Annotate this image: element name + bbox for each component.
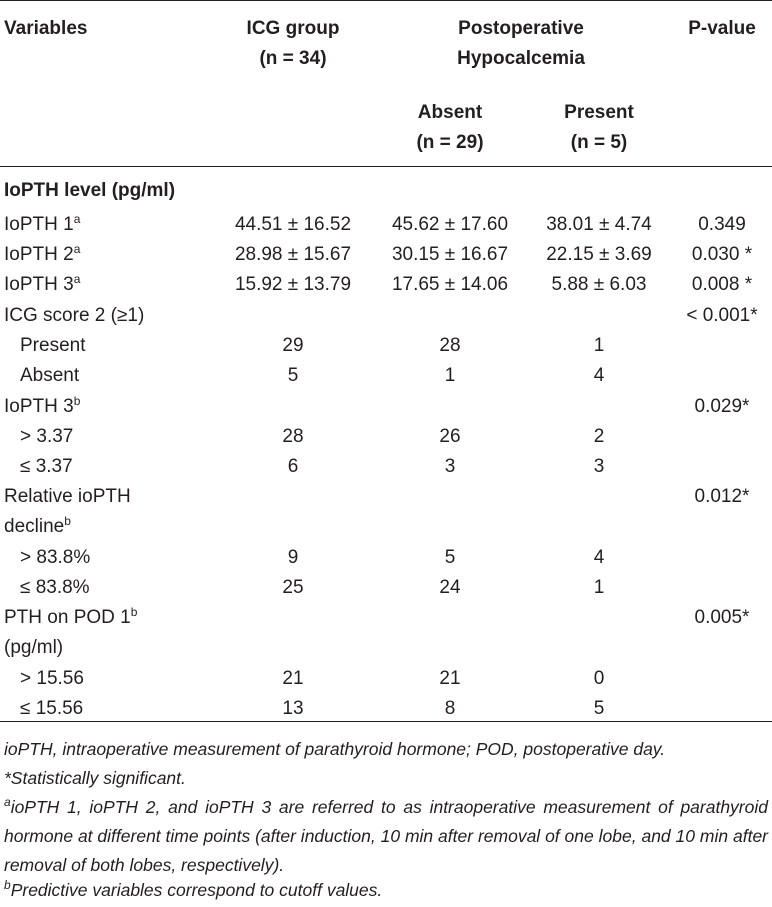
header-absent-n: (n = 29) [416, 132, 484, 153]
row-label: ≤ 15.56 [20, 698, 84, 719]
footnote-b-text: Predictive variables correspond to cutoff values. [10, 880, 383, 900]
table-row [0, 633, 772, 663]
table-row [0, 392, 772, 422]
cell-absent: 30.15 ± 16.67 [391, 244, 509, 265]
footnote-b [4, 876, 768, 905]
cell-icg: 28 [282, 426, 304, 447]
row-label: IoPTH 2$^a$ [4, 242, 81, 265]
cell-present: 1 [593, 335, 605, 356]
cell-icg: 25 [282, 577, 304, 598]
cell-absent: 17.65 ± 14.06 [391, 274, 509, 295]
table-row [0, 361, 772, 391]
footnote-b-mark: b [4, 878, 11, 892]
footnote-significance: *Statistically significant. [4, 768, 186, 788]
cell-pvalue: 0.349 [698, 214, 746, 235]
row-label: decline$^b$ [4, 514, 71, 537]
table-row [0, 603, 772, 633]
section-title: IoPTH level (pg/ml) [4, 180, 176, 201]
row-label: PTH on POD 1$^b$ [4, 605, 138, 628]
header-postop-line1: Postoperative [458, 18, 584, 39]
cell-absent: 8 [444, 698, 456, 719]
table-row [0, 210, 772, 240]
table-row [0, 270, 772, 300]
cell-absent: 45.62 ± 17.60 [391, 214, 509, 235]
cell-pvalue: 0.012* [694, 486, 750, 507]
cell-present: 5 [593, 698, 605, 719]
cell-icg: 9 [287, 547, 299, 568]
header-bottom-rule [0, 166, 772, 167]
header-postoperative [380, 14, 662, 74]
header-absent [385, 98, 515, 158]
row-label: (pg/ml) [4, 637, 64, 658]
row-label: Present [20, 335, 86, 356]
cell-absent: 28 [439, 335, 461, 356]
table-row [0, 543, 772, 573]
table-row [0, 482, 772, 512]
cell-present: 3 [593, 456, 605, 477]
row-label: Relative ioPTH [4, 486, 131, 507]
row-label: IoPTH 3$^a$ [4, 272, 81, 295]
row-label: IoPTH 3$^b$ [4, 394, 81, 417]
cell-icg: 29 [282, 335, 304, 356]
cell-icg: 5 [287, 365, 299, 386]
table-row [0, 422, 772, 452]
row-label: ICG score 2 (≥1) [4, 305, 145, 326]
top-rule [0, 0, 772, 1]
cell-absent: 3 [444, 456, 456, 477]
table-row [0, 240, 772, 270]
header-icg-label: ICG group [246, 18, 340, 39]
header-icg-n: (n = 34) [259, 48, 327, 69]
cell-icg: 44.51 ± 16.52 [234, 214, 352, 235]
row-label: Absent [20, 365, 80, 386]
cell-absent: 1 [444, 365, 456, 386]
cell-present: 2 [593, 426, 605, 447]
header-variables: Variables [4, 18, 88, 39]
header-pvalue: P-value [688, 18, 756, 39]
table-row [0, 573, 772, 603]
cell-icg: 6 [287, 456, 299, 477]
cell-absent: 24 [439, 577, 461, 598]
table-row [0, 664, 772, 694]
cell-icg: 28.98 ± 15.67 [234, 244, 352, 265]
cell-pvalue: 0.029* [694, 396, 750, 417]
footnote-abbreviations: ioPTH, intraoperative measurement of parathyroid hormone; POD, postoperative day. [4, 739, 666, 759]
cell-present: 38.01 ± 4.74 [546, 214, 652, 235]
table-row [0, 512, 772, 542]
row-label: ≤ 83.8% [20, 577, 90, 598]
footnote-a [4, 793, 768, 880]
table-row [0, 694, 772, 724]
cell-present: 5.88 ± 6.03 [551, 274, 647, 295]
row-label: > 3.37 [20, 426, 74, 447]
cell-present: 0 [593, 668, 605, 689]
cell-absent: 5 [444, 547, 456, 568]
row-label: > 15.56 [20, 668, 84, 689]
cell-icg: 21 [282, 668, 304, 689]
header-absent-label: Absent [417, 102, 483, 123]
cell-present: 22.15 ± 3.69 [546, 244, 652, 265]
row-label: > 83.8% [20, 547, 91, 568]
header-present-label: Present [564, 102, 634, 123]
cell-present: 4 [593, 547, 605, 568]
row-label: ≤ 3.37 [20, 456, 73, 477]
table-row [0, 331, 772, 361]
cell-pvalue: < 0.001* [686, 305, 758, 326]
footnote-a-mark: a [4, 795, 11, 809]
cell-present: 4 [593, 365, 605, 386]
header-icg-group [218, 14, 368, 74]
header-present [528, 98, 670, 158]
cell-pvalue: 0.030 * [691, 244, 753, 265]
cell-pvalue: 0.008 * [691, 274, 753, 295]
cell-icg: 13 [282, 698, 304, 719]
cell-icg: 15.92 ± 13.79 [234, 274, 352, 295]
header-present-n: (n = 5) [570, 132, 628, 153]
table-row [0, 452, 772, 482]
footnote-a-text: ioPTH 1, ioPTH 2, and ioPTH 3 are referred to as intraoperative measurement of parathyroid hormone at different time points (after induction, 10 min after removal of one lobe, and 10 min after removal of both lobes, respectively). [4, 797, 768, 875]
table-bottom-rule [0, 721, 772, 722]
row-label: IoPTH 1$^a$ [4, 212, 81, 235]
cell-present: 1 [593, 577, 605, 598]
cell-absent: 26 [439, 426, 461, 447]
cell-absent: 21 [439, 668, 461, 689]
header-postop-line2: Hypocalcemia [457, 48, 585, 69]
table-row [0, 301, 772, 331]
cell-pvalue: 0.005* [694, 607, 750, 628]
